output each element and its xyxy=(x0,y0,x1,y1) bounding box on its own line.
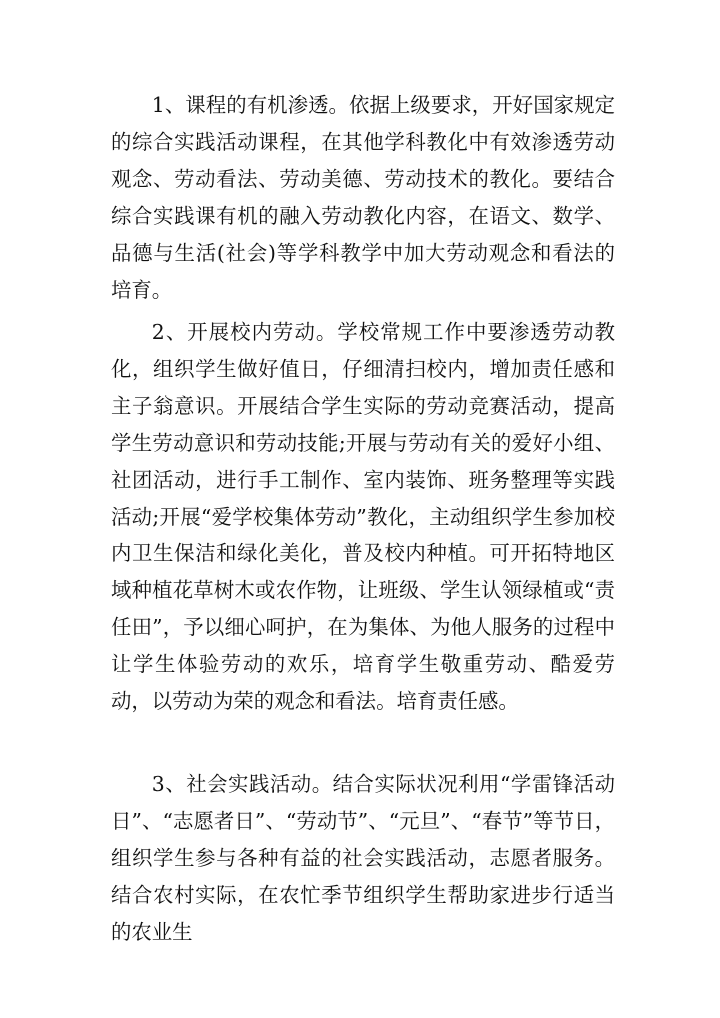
paragraph-social-practice: 3、社会实践活动。结合实际状况利用“学雷锋活动日”、“志愿者日”、“劳动节”、“元旦”、“春节”等节日，组织学生参与各种有益的社会实践活动，志愿者服务。结合农村实际，在农忙季节组织学生帮助家进步行适当的农业生 xyxy=(111,772,615,944)
paragraph-curriculum-infiltration: 1、课程的有机渗透。依据上级要求，开好国家规定的综合实践活动课程，在其他学科教化中有效渗透劳动观念、劳动看法、劳动美德、劳动技术的教化。要结合综合实践课有机的融入劳动教化内容，在语文、数学、品德与生活(社会)等学科教学中加大劳动观念和看法的培育。 xyxy=(111,93,615,302)
paragraph-campus-labor: 2、开展校内劳动。学校常规工作中要渗透劳动教化，组织学生做好值日，仔细清扫校内，增加责任感和主子翁意识。开展结合学生实际的劳动竞赛活动，提高学生劳动意识和劳动技能;开展与劳动有关的爱好小组、社团活动，进行手工制作、室内装饰、班务整理等实践活动;开展“爱学校集体劳动”教化，主动组织学生参加校内卫生保洁和绿化美化，普及校内种植。可开拓特地区域种植花草树木或农作物，让班级、学生认领绿植或“责任田”，予以细心呵护，在为集体、为他人服务的过程中让学生体验劳动的欢乐，培育学生敬重劳动、酷爱劳动，以劳动为荣的观念和看法。培育责任感。 xyxy=(111,320,615,714)
